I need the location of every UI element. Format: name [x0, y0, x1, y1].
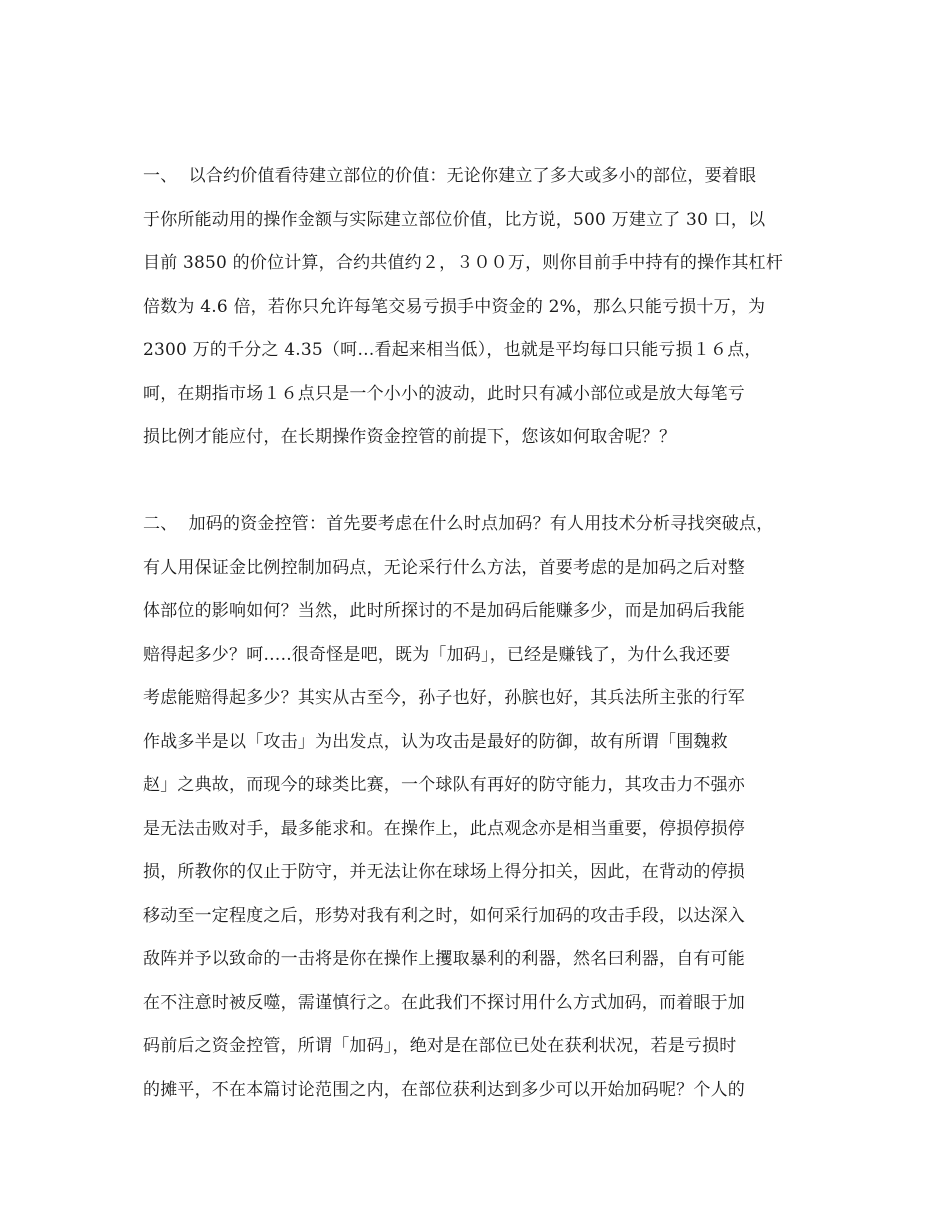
text-line: 作战多半是以「攻击」为出发点，认为攻击是最好的防御，故有所谓「围魏救 [143, 731, 728, 752]
text-line: 码前后之资金控管，所谓「加码」，绝对是在部位已处在获利状况，若是亏损时 [143, 1036, 737, 1056]
text-line: 损比例才能应付，在长期操作资金控管的前提下，您该如何取舍呢？？ [143, 427, 677, 447]
paragraph-2 [143, 509, 823, 1118]
text-line: 赵」之典故，而现今的球类比赛，一个球队有再好的防守能力，其攻击力不强亦 [143, 775, 745, 795]
text-line: 的摊平，不在本篇讨论范围之内，在部位获利达到多少可以开始加码呢？个人的 [143, 1079, 745, 1100]
text-line: 二、 加码的资金控管：首先要考虑在什么时点加码？有人用技术分析寻找突破点， [143, 514, 774, 534]
text-line: 是无法击败对手，最多能求和。在操作上，此点观念亦是相当重要，停损停损停 [143, 818, 745, 839]
text-line: 倍数为 4.6 倍，若你只允许每笔交易亏损手中资金的 2%，那么只能亏损十万，为 [143, 296, 766, 317]
text-line: 一、 以合约价值看待建立部位的价值：无论你建立了多大或多小的部位，要着眼 [143, 166, 757, 186]
text-line: 损，所教你的仅止于防守，并无法让你在球场上得分扣关，因此，在背动的停损 [143, 862, 745, 882]
text-line: 在不注意时被反噬，需谨慎行之。在此我们不探讨用什么方式加码，而着眼于加 [143, 992, 745, 1013]
text-line: 赔得起多少？呵…..很奇怪是吧，既为「加码」，已经是赚钱了，为什么我还要 [143, 644, 731, 665]
text-line: 呵，在期指市场１６点只是一个小小的波动，此时只有减小部位或是放大每笔亏 [143, 383, 745, 404]
text-line: 体部位的影响如何？当然，此时所探讨的不是加码后能赚多少，而是加码后我能 [143, 601, 745, 621]
text-line: 于你所能动用的操作金额与实际建立部位价值，比方说，500 万建立了 30 口，以 [143, 209, 766, 230]
text-line: 2300 万的千分之 4.35（呵…看起来相当低），也就是平均每口只能亏损１６点， [143, 340, 762, 360]
text-line: 目前 3850 的价位计算，合约共值约２，３００万，则你目前手中持有的操作其杠杆 [143, 253, 784, 273]
paragraph-1 [143, 161, 823, 466]
text-line: 考虑能赔得起多少？其实从古至今，孙子也好，孙膑也好，其兵法所主张的行军 [143, 688, 745, 708]
text-line: 敌阵并予以致命的一击将是你在操作上攫取暴利的利器，然名曰利器，自有可能 [143, 949, 745, 969]
text-line: 移动至一定程度之后，形势对我有利之时，如何采行加码的攻击手段，以达深入 [143, 905, 745, 926]
text-line: 有人用保证金比例控制加码点，无论采行什么方法，首要考虑的是加码之后对整 [143, 557, 745, 578]
